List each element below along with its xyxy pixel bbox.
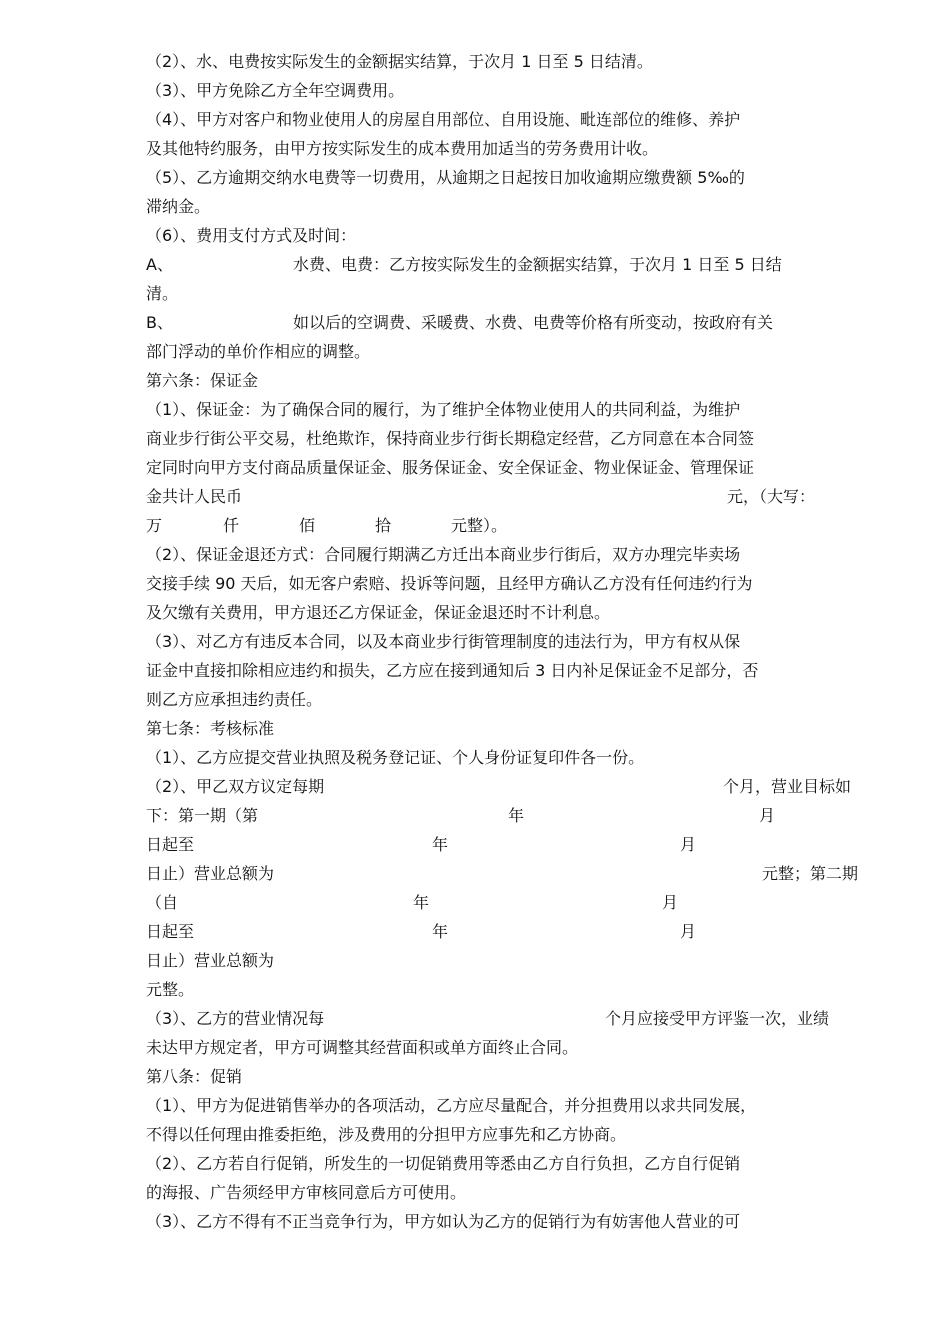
text-line: 滞纳金。: [146, 197, 211, 216]
text-line: （2）、乙方若自行促销，所发生的一切促销费用等悉由乙方自行负担，乙方自行促销: [146, 1154, 741, 1173]
fill-text: 年: [413, 893, 430, 912]
fill-text: （自: [146, 893, 179, 912]
fill-text: 月: [680, 922, 697, 941]
text-line: 商业步行街公平交易，杜绝欺诈，保持商业步行街长期稳定经营，乙方同意在本合同签: [146, 429, 755, 448]
unit-qian: 仟: [223, 516, 240, 535]
text-line: （4）、甲方对客户和物业使用人的房屋自用部位、自用设施、毗连部位的维修、养护: [146, 110, 741, 129]
text-line: 则乙方应承担违约责任。: [146, 690, 323, 709]
text-line: 及其他特约服务，由甲方按实际发生的成本费用加适当的劳务费用计收。: [146, 139, 659, 158]
fill-text: 年: [432, 835, 449, 854]
text-line: （1）、保证金：为了确保合同的履行，为了维护全体物业使用人的共同利益，为维护: [146, 400, 741, 419]
document-page: [146, 47, 876, 1236]
payment-item-b: [146, 308, 876, 337]
text-line: （5）、乙方逾期交纳水电费等一切费用，从逾期之日起按日加收逾期应缴费额 5‰的: [146, 168, 745, 187]
item-text: 如以后的空调费、采暖费、水费、电费等价格有所变动，按政府有关: [293, 313, 774, 332]
fill-text: 日止）营业总额为: [146, 864, 275, 883]
text-line: 证金中直接扣除相应违约和损失，乙方应在接到通知后 3 日内补足保证金不足部分，否: [146, 661, 759, 680]
fill-text: 下：第一期（第: [146, 806, 259, 825]
fill-text: 个月，营业目标如: [723, 777, 852, 796]
text-line: （1）、甲方为促进销售举办的各项活动，乙方应尽量配合，并分担费用以求共同发展，: [146, 1096, 757, 1115]
fill-text: （3）、乙方的营业情况每: [146, 1009, 325, 1028]
chinese-amount-line: [146, 511, 876, 540]
text-line: 交接手续 90 天后，如无客户索赔、投诉等问题，且经甲方确认乙方没有任何违约行为: [146, 574, 753, 593]
fill-text: （2）、甲乙双方议定每期: [146, 777, 325, 796]
section-heading: 第八条：促销: [146, 1067, 243, 1086]
text-line: 部门浮动的单价作相应的调整。: [146, 342, 371, 361]
second-period-line: [146, 888, 876, 917]
text-line: 的海报、广告须经甲方审核同意后方可使用。: [146, 1183, 467, 1202]
payment-item-a: [146, 250, 876, 279]
text-line: （1）、乙方应提交营业执照及税务登记证、个人身份证复印件各一份。: [146, 748, 645, 767]
target-period-line: [146, 772, 876, 801]
deposit-label: 金共计人民币: [146, 487, 243, 506]
text-line: （3）、对乙方有违反本合同，以及本商业步行街管理制度的违法行为，甲方有权从保: [146, 632, 741, 651]
unit-bai: 佰: [299, 516, 316, 535]
date-line: [146, 830, 876, 859]
fill-text: 月: [662, 893, 679, 912]
text-line: 不得以任何理由推委拒绝，涉及费用的分担甲方应事先和乙方协商。: [146, 1125, 627, 1144]
fill-text: 日止）营业总额为: [146, 951, 275, 970]
text-line: 未达甲方规定者，甲方可调整其经营面积或单方面终止合同。: [146, 1038, 579, 1057]
fill-text: 日起至: [146, 835, 195, 854]
fill-text: 日起至: [146, 922, 195, 941]
item-text: 水费、电费：乙方按实际发生的金额据实结算，于次月 1 日至 5 日结: [293, 255, 782, 274]
section-heading: 第七条：考核标准: [146, 719, 275, 738]
deposit-capital-label: 元，（大写：: [727, 487, 816, 506]
text-line: 元整。: [146, 980, 195, 999]
text-line: 清。: [146, 284, 179, 303]
text-line: （3）、甲方免除乙方全年空调费用。: [146, 81, 405, 100]
fill-text: 月: [759, 806, 776, 825]
revenue-line: [146, 946, 876, 975]
fill-text: 年: [432, 922, 449, 941]
revenue-line: [146, 859, 876, 888]
item-label: B、: [146, 313, 173, 332]
fill-text: 个月应接受甲方评鉴一次，业绩: [605, 1009, 830, 1028]
text-line: 及欠缴有关费用，甲方退还乙方保证金，保证金退还时不计利息。: [146, 603, 611, 622]
section-heading: 第六条：保证金: [146, 371, 259, 390]
text-line: （2）、水、电费按实际发生的金额据实结算，于次月 1 日至 5 日结清。: [146, 52, 653, 71]
fill-text: 月: [680, 835, 697, 854]
unit-shi: 拾: [375, 516, 392, 535]
item-label: A、: [146, 255, 173, 274]
first-period-line: [146, 801, 876, 830]
evaluation-line: [146, 1004, 876, 1033]
text-line: （2）、保证金退还方式：合同履行期满乙方迁出本商业步行街后，双方办理完毕卖场: [146, 545, 741, 564]
unit-yuan: 元整）。: [451, 516, 508, 535]
date-line: [146, 917, 876, 946]
fill-text: 元整；第二期: [762, 864, 859, 883]
text-line: 定同时向甲方支付商品质量保证金、服务保证金、安全保证金、物业保证金、管理保证: [146, 458, 755, 477]
text-line: （6）、费用支付方式及时间：: [146, 226, 357, 245]
unit-wan: 万: [146, 516, 163, 535]
deposit-amount-line: [146, 482, 876, 511]
text-line: （3）、乙方不得有不正当竞争行为，甲方如认为乙方的促销行为有妨害他人营业的可: [146, 1212, 741, 1231]
fill-text: 年: [508, 806, 525, 825]
